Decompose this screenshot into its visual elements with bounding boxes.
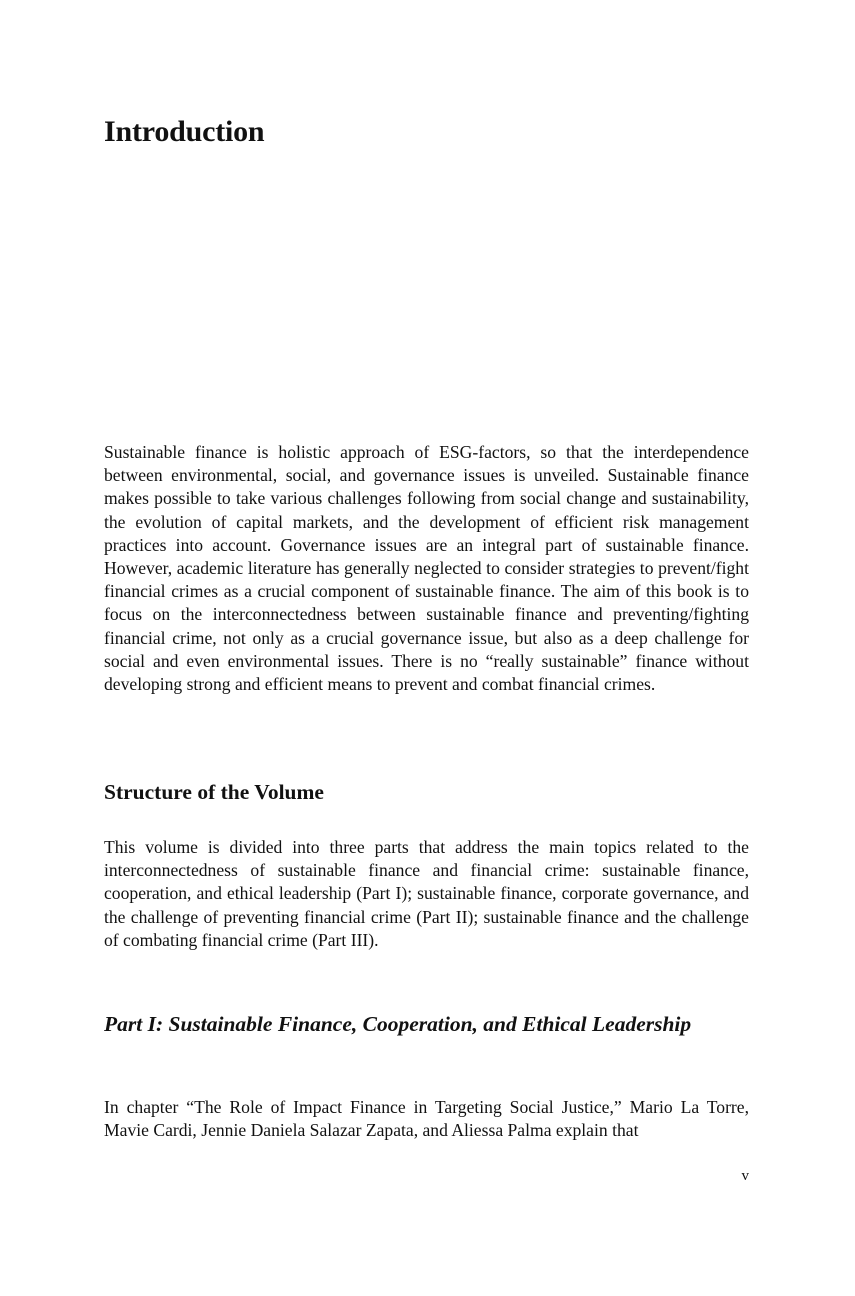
- intro-paragraph: Sustainable finance is holistic approach of ESG-factors, so that the interdependence between environmental, social, and governance issues is unveiled. Sustainable finance makes possible to take various challenges following from social change and sustainability, the evolution of capital markets, and the development of efficient risk management practices into account. Governance issues are an integral part of sustainable finance. However, academic literature has generally neglected to consider strategies to prevent/fight financial crimes as a crucial component of sustainable finance. The aim of this book is to focus on the interconnectedness between sustainable finance and preventing/fighting financial crime, not only as a crucial governance issue, but also as a deep challenge for social and even environmental issues. There is no “really sustainable” finance without developing strong and efficient means to prevent and combat financial crimes.: [104, 442, 749, 695]
- part1-section-heading: Part I: Sustainable Finance, Cooperation, and Ethical Leadership: [104, 1012, 692, 1036]
- page-number: v: [741, 1168, 749, 1184]
- chapter-title: Introduction: [104, 115, 265, 148]
- structure-section-paragraph: This volume is divided into three parts that address the main topics related to the interconnectedness of sustainable finance and financial crime: sustainable finance, cooperation, and ethical leadership (Part I); sustainable finance, corporate governance, and the challenge of preventing financial crime (Part II); sustainable finance and the challenge of combating financial crime (Part III).: [104, 837, 749, 950]
- structure-section-heading: Structure of the Volume: [104, 780, 324, 804]
- part1-section-paragraph: In chapter “The Role of Impact Finance in Targeting Social Justice,” Mario La Torre, Mavie Cardi, Jennie Daniela Salazar Zapata, and Aliessa Palma explain that: [104, 1097, 749, 1141]
